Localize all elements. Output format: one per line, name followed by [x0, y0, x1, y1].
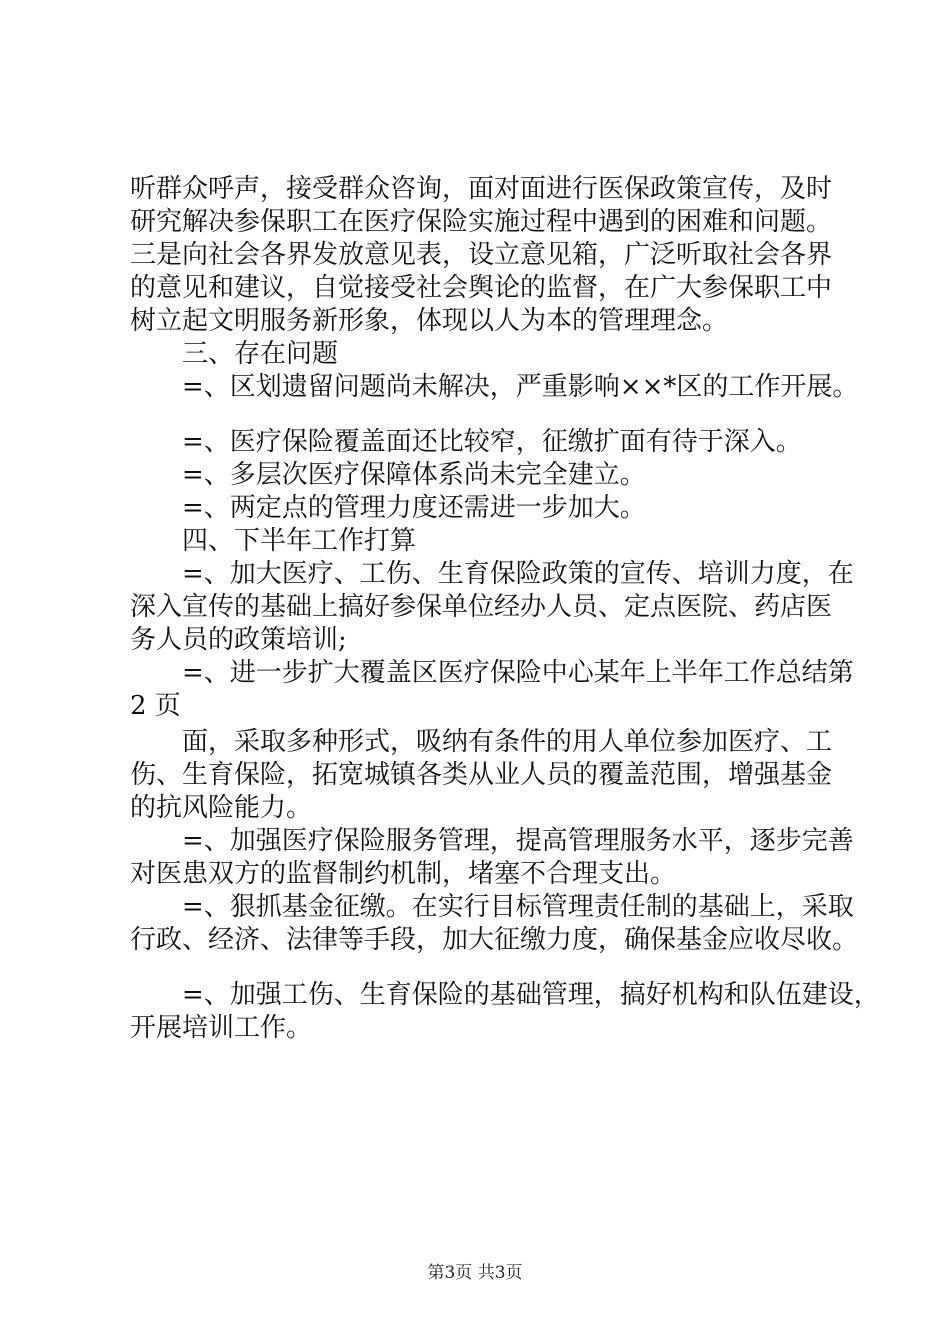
page-footer: 第3页 共3页	[427, 1263, 523, 1283]
text-line: 伤、生育保险，拓宽城镇各类从业人员的覆盖范围，增强基金	[130, 760, 833, 790]
text-line: 研究解决参保职工在医疗保险实施过程中遇到的困难和问题。	[130, 207, 833, 237]
text-line: 2 页	[130, 691, 181, 721]
text-line: 行政、经济、法律等手段，加大征缴力度，确保基金应收尽收。	[130, 925, 859, 955]
text-line: =、多层次医疗保障体系尚未完全建立。	[182, 460, 646, 490]
section-heading: 三、存在问题	[182, 339, 339, 369]
text-line: 对医患双方的监督制约机制，堵塞不合理支出。	[130, 859, 677, 889]
text-line: =、医疗保险覆盖面还比较窄，征缴扩面有待于深入。	[182, 427, 802, 457]
section-heading: 四、下半年工作打算	[182, 526, 417, 556]
text-line: 的意见和建议，自觉接受社会舆论的监督，在广大参保职工中	[130, 273, 833, 303]
text-line: 开展培训工作。	[130, 1013, 313, 1043]
text-line: =、加强工伤、生育保险的基础管理，搞好机构和队伍建设，	[182, 980, 880, 1010]
text-line: 三是向社会各界发放意见表，设立意见箱，广泛听取社会各界	[130, 240, 833, 270]
text-line: 树立起文明服务新形象，体现以人为本的管理理念。	[130, 306, 729, 336]
text-line: 听群众呼声，接受群众咨询，面对面进行医保政策宣传，及时	[130, 174, 833, 204]
text-line: 面，采取多种形式，吸纳有条件的用人单位参加医疗、工	[182, 727, 833, 757]
text-line: =、区划遗留问题尚未解决，严重影响××*区的工作开展。	[182, 372, 859, 402]
text-line: =、两定点的管理力度还需进一步加大。	[182, 493, 646, 523]
text-line: 务人员的政策培训;	[130, 625, 347, 655]
text-line: =、加大医疗、工伤、生育保险政策的宣传、培训力度，在	[182, 559, 854, 589]
text-line: =、狠抓基金征缴。在实行目标管理责任制的基础上，采取	[182, 892, 854, 922]
text-line: 的抗风险能力。	[130, 793, 313, 823]
text-line: =、进一步扩大覆盖区医疗保险中心某年上半年工作总结第	[182, 658, 854, 688]
text-line: 深入宣传的基础上搞好参保单位经办人员、定点医院、药店医	[130, 592, 833, 622]
text-line: =、加强医疗保险服务管理，提高管理服务水平，逐步完善	[182, 826, 854, 856]
